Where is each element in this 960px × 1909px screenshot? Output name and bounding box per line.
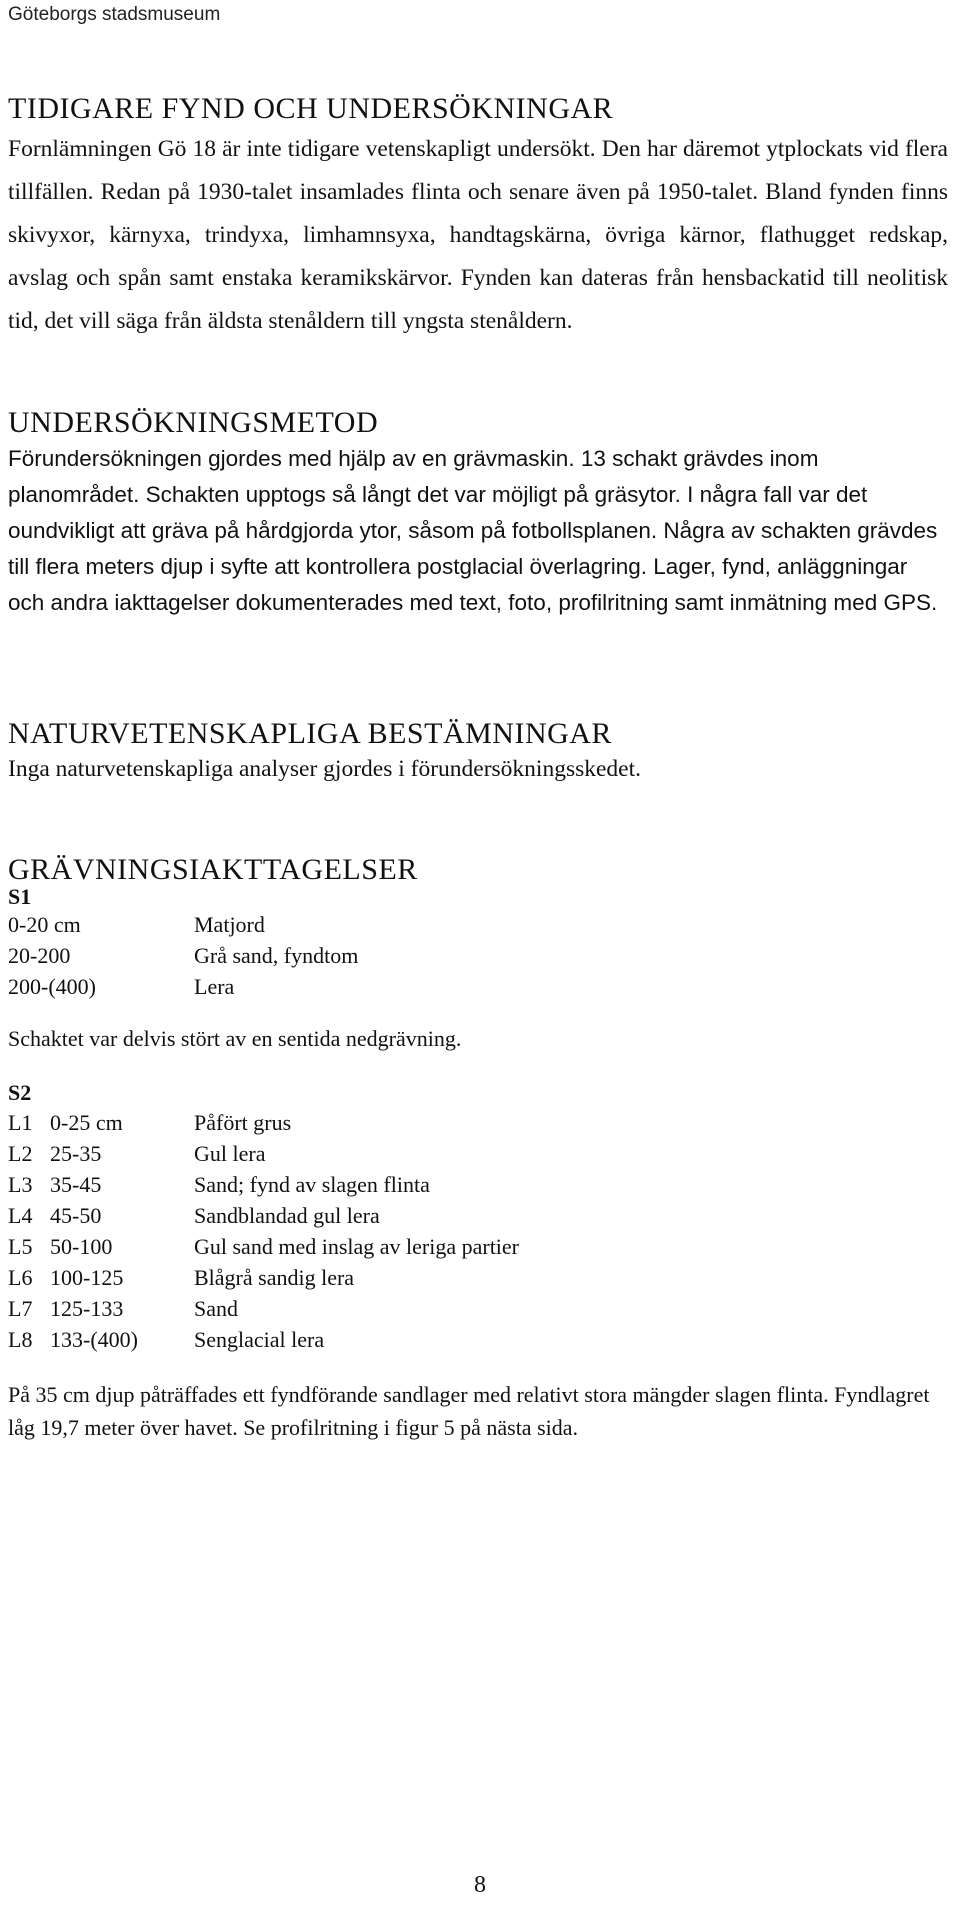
depth-cell: 200-(400): [8, 974, 96, 999]
depth-cell: 20-200: [8, 943, 71, 968]
description-cell: Lera: [194, 974, 235, 999]
description-cell: Gul lera: [194, 1141, 266, 1166]
layer-cell: L8: [8, 1327, 33, 1352]
paragraph-undersokningsmetod: Förundersökningen gjordes med hjälp av en grävmaskin. 13 schakt grävdes inom planområdet. Schakten upptogs så långt det var möjligt på gräsytor. I några fall var det oundvikligt att gräva på hårdgjorda ytor, såsom på fotbollsplanen. Några av schakten grävdes till flera meters djup i syfte att kontrollera postglacial överlagring. Lager, fynd, anläggningar och andra iakttagelser dokumenterades med text, foto, profilritning samt inmätning med GPS.: [8, 446, 938, 615]
schakt-s1-label: S1: [8, 884, 32, 909]
depth-cell: 0-20 cm: [8, 912, 81, 937]
description-cell: Grå sand, fyndtom: [194, 943, 359, 968]
paragraph-tidigare-fynd: Fornlämningen Gö 18 är inte tidigare vetenskapligt undersökt. Den har däremot ytplockats vid flera tillfällen. Redan på 1930-talet insamlades flinta och senare även på 1950-talet. Bland fynden finns skivyxor, kärnyxa, trindyxa, limhamnsyxa, handtagskärna, övriga kärnor, flathugget redskap, avslag och spån samt enstaka keramikskärvor. Fynden kan dateras från hensbackatid till neolitisk tid, det vill säga från äldsta stenåldern till yngsta stenåldern.: [8, 136, 948, 334]
description-cell: Blågrå sandig lera: [194, 1265, 355, 1290]
page-number: 8: [474, 1872, 486, 1898]
layer-cell: L5: [8, 1234, 33, 1259]
heading-naturvetenskapliga: NATURVETENSKAPLIGA BESTÄMNINGAR: [8, 717, 612, 750]
description-cell: Sandblandad gul lera: [194, 1203, 380, 1228]
schakt-s2-label: S2: [8, 1080, 32, 1105]
depth-cell: 125-133: [50, 1296, 124, 1321]
layer-cell: L4: [8, 1203, 33, 1228]
depth-cell: 50-100: [50, 1234, 113, 1259]
layer-cell: L7: [8, 1296, 33, 1321]
heading-undersokningsmetod: UNDERSÖKNINGSMETOD: [8, 406, 379, 439]
schakt-s1-note: Schaktet var delvis stört av en sentida nedgrävning.: [8, 1026, 462, 1051]
description-cell: Sand; fynd av slagen flinta: [194, 1172, 430, 1197]
layer-cell: L2: [8, 1141, 33, 1166]
document-header: Göteborgs stadsmuseum: [8, 4, 221, 25]
depth-cell: 100-125: [50, 1265, 124, 1290]
description-cell: Påfört grus: [194, 1110, 292, 1135]
paragraph-naturvetenskapliga: Inga naturvetenskapliga analyser gjordes i förundersökningsskedet.: [8, 756, 642, 782]
depth-cell: 25-35: [50, 1141, 102, 1166]
schakt-s2-note: På 35 cm djup påträffades ett fyndförande sandlager med relativt stora mängder slagen flinta. Fyndlagret låg 19,7 meter över havet. Se profilritning i figur 5 på nästa sida.: [8, 1382, 930, 1440]
description-cell: Sand: [194, 1296, 238, 1321]
depth-cell: 0-25 cm: [50, 1110, 123, 1135]
description-cell: Matjord: [194, 912, 265, 937]
depth-cell: 45-50: [50, 1203, 102, 1228]
description-cell: Senglacial lera: [194, 1327, 325, 1352]
layer-cell: L6: [8, 1265, 33, 1290]
layer-cell: L1: [8, 1110, 33, 1135]
heading-tidigare-fynd: TIDIGARE FYND OCH UNDERSÖKNINGAR: [8, 92, 614, 125]
depth-cell: 133-(400): [50, 1327, 138, 1352]
layer-cell: L3: [8, 1172, 33, 1197]
depth-cell: 35-45: [50, 1172, 102, 1197]
heading-gravningsiakttagelser: GRÄVNINGSIAKTTAGELSER: [8, 853, 418, 886]
description-cell: Gul sand med inslag av leriga partier: [194, 1234, 520, 1259]
